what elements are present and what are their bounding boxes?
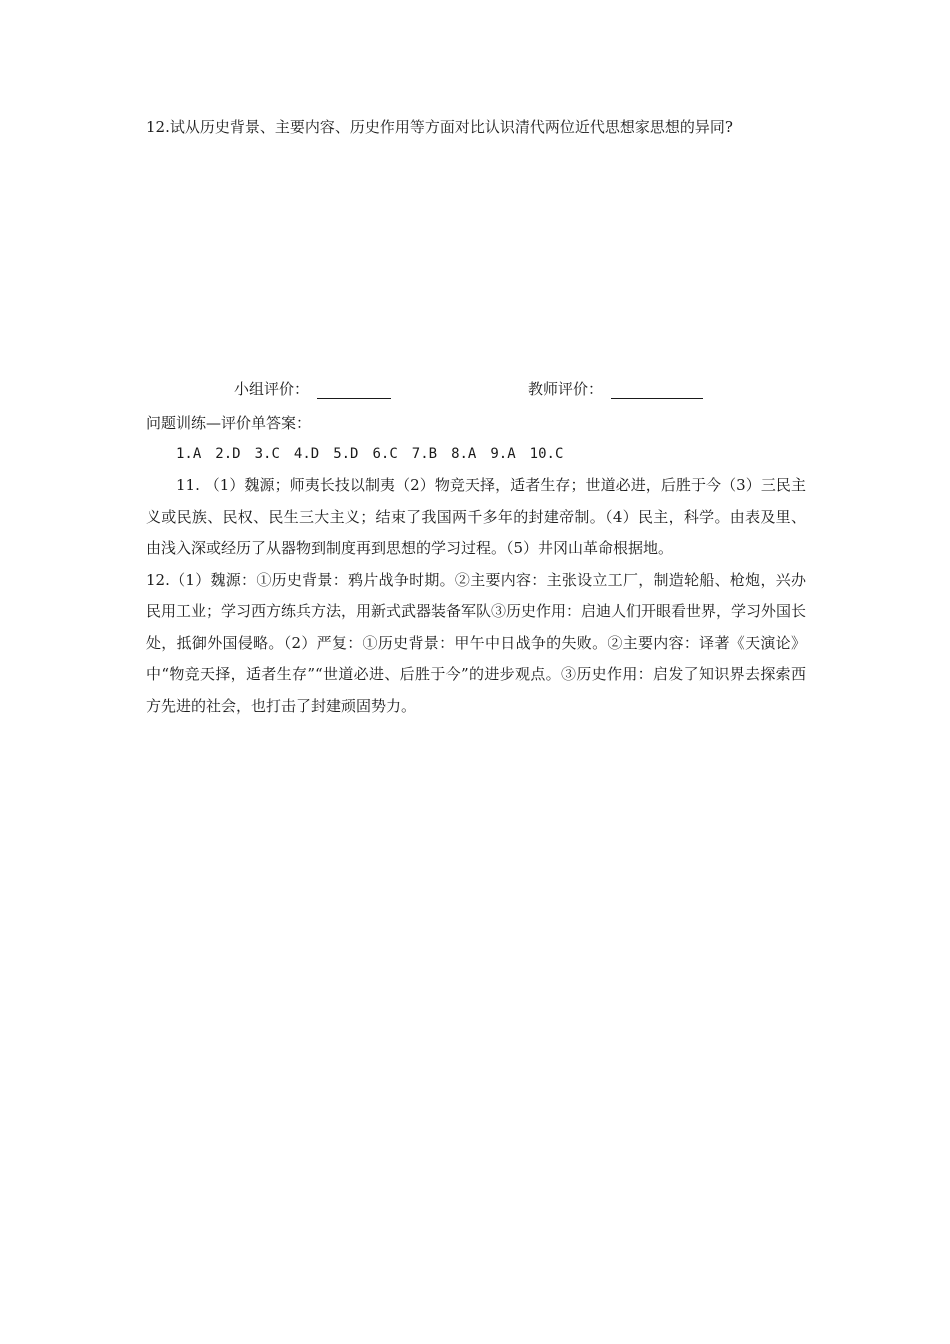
answer-heading: 问题训练—评价单答案： <box>146 414 312 432</box>
choice-answer: 5.D <box>333 446 359 462</box>
teacher-evaluation-blank <box>611 382 703 399</box>
teacher-evaluation <box>528 378 703 399</box>
choice-answer: 4.D <box>293 446 320 462</box>
choice-answer: 6.C <box>372 446 398 462</box>
choice-answer: 8.A <box>451 446 477 462</box>
answer-section <box>146 408 806 722</box>
group-evaluation-label: 小组评价： <box>234 380 310 398</box>
group-evaluation <box>234 378 391 399</box>
choice-answer: 3.C <box>254 446 280 462</box>
teacher-evaluation-label: 教师评价： <box>528 380 604 398</box>
choice-answer: 9.A <box>490 446 516 462</box>
question-12: 12.试从历史背景、主要内容、历史作用等方面对比认识清代两位近代思想家思想的异同? <box>146 118 733 136</box>
choice-answers <box>146 438 806 470</box>
answer-12: 12.（1）魏源：①历史背景：鸦片战争时期。②主要内容：主张设立工厂，制造轮船、枪炮，兴办民用工业；学习西方练兵方法，用新式武器装备军队③历史作用：启迪人们开眼看世界，学习外国长处，抵御外国侵略。（2）严复：①历史背景：甲午中日战争的失败。②主要内容：译著《天演论》中“物竞天择，适者生存”“世道必进、后胜于今”的进步观点。③历史作用：启发了知识界去探索西方先进的社会，也打击了封建顽固势力。 <box>146 570 807 715</box>
evaluation-row <box>234 378 794 402</box>
group-evaluation-blank <box>317 382 391 399</box>
choice-answer: 10.C <box>529 446 564 462</box>
answer-11: 11. （1）魏源；师夷长技以制夷（2）物竞天择，适者生存；世道必进，后胜于今（3）三民主义或民族、民权、民生三大主义；结束了我国两千多年的封建帝制。（4）民主，科学。由表及里、由浅入深或经历了从器物到制度再到思想的学习过程。（5）井冈山革命根据地。 <box>146 476 806 557</box>
choice-answer: 2.D <box>215 446 241 462</box>
choice-answer: 7.B <box>411 446 438 462</box>
choice-answer: 1.A <box>176 446 202 462</box>
